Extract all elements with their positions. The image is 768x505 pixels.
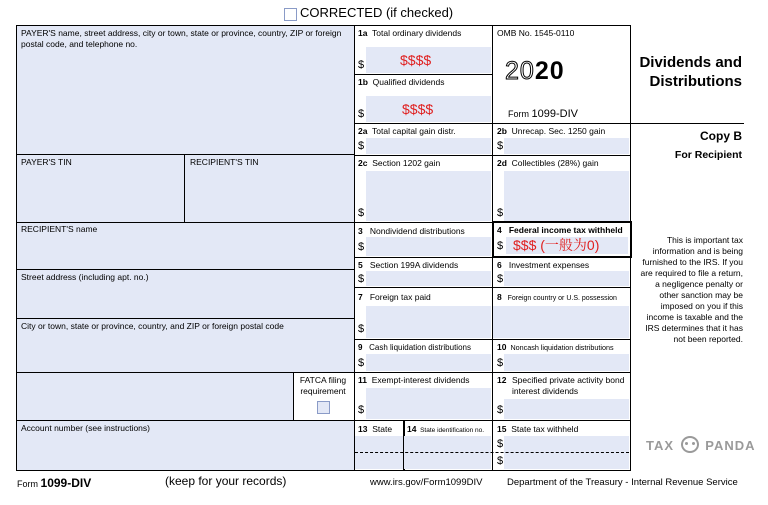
box-2d-field[interactable] (504, 171, 629, 221)
box-2a-title (358, 126, 456, 137)
box-5-dollar: $ (358, 273, 365, 285)
payer-tin-label: PAYER'S TIN (21, 157, 72, 167)
box-14-label: State identification no. (420, 427, 485, 434)
box-12-label: Specified private activity bond interest dividends (512, 375, 625, 396)
box-2a-number: 2a (358, 126, 368, 136)
payer-info-label: PAYER'S name, street address, city or town, state or province, country, ZIP or foreign postal code, and telephone no. (21, 28, 342, 49)
box-15-label: State tax withheld (511, 424, 579, 434)
footer-keep: (keep for your records) (165, 474, 287, 488)
box-3-field[interactable] (366, 237, 491, 256)
box-11-dollar: $ (358, 404, 365, 416)
box-2b-field[interactable] (504, 138, 629, 154)
state-row-divider (355, 452, 629, 453)
box-2c-label: Section 1202 gain (372, 158, 441, 168)
box-9-number: 9 (358, 343, 363, 352)
box-10-title (497, 342, 614, 353)
box-1b-title (358, 77, 444, 88)
box-4-label: Federal income tax withheld (508, 225, 623, 235)
account-number-label: Account number (see instructions) (21, 423, 150, 433)
box-1a-label: Total ordinary dividends (372, 28, 462, 38)
watermark-right: PANDA (705, 438, 756, 453)
box-6-dollar: $ (497, 273, 504, 285)
box-10-field[interactable] (504, 354, 629, 371)
footer-form-name: 1099-DIV (40, 476, 92, 490)
box-15-dollar-1: $ (497, 438, 504, 450)
box-2a-field[interactable] (366, 138, 491, 154)
box-8-label: Foreign country or U.S. possession (507, 295, 617, 302)
box-1a-title (358, 28, 461, 39)
box-10-dollar: $ (497, 357, 504, 369)
box-4-value: $$$ (一般为0) (513, 237, 600, 253)
box-3-label: Nondividend distributions (369, 226, 465, 236)
taxpanda-watermark (646, 436, 756, 453)
box-2b-title (497, 126, 605, 137)
box-7-field[interactable] (366, 306, 491, 338)
box-11-label: Exempt-interest dividends (371, 375, 470, 385)
fatca-checkbox[interactable] (317, 401, 330, 414)
form-id-name: 1099-DIV (531, 108, 578, 120)
corrected-label: CORRECTED (if checked) (300, 5, 454, 20)
box-10-label: Noncash liquidation distributions (510, 343, 614, 352)
recipient-name-label: RECIPIENT'S name (21, 224, 98, 234)
box-3-title (358, 226, 465, 237)
box-2b-label: Unrecap. Sec. 1250 gain (511, 126, 606, 136)
box-1b-value: $$$$ (402, 101, 434, 117)
box-13-label: State (372, 424, 393, 434)
box-2c-dollar: $ (358, 207, 365, 219)
box-2c-number: 2c (358, 158, 368, 168)
form-id-small (508, 108, 578, 120)
box-9-label: Cash liquidation distributions (369, 343, 471, 352)
box-2d-dollar: $ (497, 207, 504, 219)
box-4-dollar: $ (497, 240, 504, 252)
footer-department: Department of the Treasury - Internal Revenue Service (507, 477, 738, 488)
box-1b-number: 1b (358, 77, 368, 87)
city-label: City or town, state or province, country, and ZIP or foreign postal code (21, 321, 284, 331)
box-12-dollar: $ (497, 404, 504, 416)
copy-b-divider (630, 123, 744, 124)
box-6-title (497, 260, 589, 271)
box-2b-dollar: $ (497, 140, 504, 152)
box-2d-number: 2d (497, 158, 507, 168)
blank-box[interactable] (16, 372, 295, 421)
box-2b-number: 2b (497, 126, 507, 136)
box-14-title (407, 424, 484, 436)
box-5-label: Section 199A dividends (369, 260, 459, 270)
box-5-title (358, 260, 458, 271)
box-7-dollar: $ (358, 323, 365, 335)
panda-icon (681, 436, 699, 453)
box-1a-dollar: $ (358, 59, 365, 71)
form-title: Dividends and Distributions (639, 54, 742, 90)
box-6-field[interactable] (504, 271, 629, 286)
tax-year-suffix: 20 (534, 57, 565, 85)
box-12-number: 12 (497, 375, 507, 385)
box-11-number: 11 (358, 375, 367, 385)
box-14-number: 14 (407, 424, 417, 434)
box-4-number: 4 (497, 225, 502, 235)
box-15-number: 15 (497, 424, 507, 434)
footer-form-label: Form (17, 479, 38, 489)
box-7-title (358, 292, 431, 303)
box-8-number: 8 (497, 292, 502, 302)
box-9-field[interactable] (366, 354, 491, 371)
box-7-number: 7 (358, 292, 363, 302)
box-1b-dollar: $ (358, 108, 365, 120)
box-13-title (358, 424, 392, 435)
box-8-field[interactable] (493, 306, 629, 338)
box-2d-label: Collectibles (28%) gain (511, 158, 599, 168)
street-address-label: Street address (including apt. no.) (21, 272, 149, 282)
omb-number: OMB No. 1545-0110 (497, 28, 575, 38)
box-11-title (358, 375, 470, 386)
box-7-label: Foreign tax paid (369, 292, 431, 302)
box-5-field[interactable] (366, 271, 491, 286)
box-10-number: 10 (497, 342, 507, 352)
box-6-number: 6 (497, 260, 502, 270)
irs-notice: This is important tax information and is being furnished to the IRS. If you are required to file a return, a negligence penalty or other sanction may be imposed on you if this income is taxable and the IRS determines that it has not been reported. (640, 235, 743, 344)
tax-year (505, 57, 565, 86)
footer-url[interactable]: www.irs.gov/Form1099DIV (370, 477, 483, 488)
footer-form-id (17, 476, 91, 490)
box-2a-dollar: $ (358, 140, 365, 152)
box-5-number: 5 (358, 260, 363, 270)
box-11-field[interactable] (366, 388, 491, 419)
box-9-dollar: $ (358, 357, 365, 369)
box-6-label: Investment expenses (508, 260, 590, 270)
box-1a-value: $$$$ (400, 52, 432, 68)
fatca-label: FATCA filing requirement (299, 375, 347, 396)
box-3-dollar: $ (358, 241, 365, 253)
corrected-checkbox[interactable] (284, 8, 297, 21)
box-13-number: 13 (358, 424, 368, 434)
box-1a-number: 1a (358, 28, 368, 38)
copy-b-subtitle: For Recipient (674, 149, 742, 161)
box-2c-title (358, 158, 440, 169)
tax-year-prefix: 20 (505, 57, 535, 85)
box-12-field[interactable] (504, 399, 629, 419)
box-15-dollar-2: $ (497, 455, 504, 467)
copy-b-title: Copy B (700, 129, 742, 143)
box-3-number: 3 (358, 226, 363, 236)
box-2a-label: Total capital gain distr. (372, 126, 456, 136)
box-8-title (497, 292, 617, 304)
box-9-title (358, 342, 471, 353)
form-id-prefix: Form (508, 109, 529, 119)
box-15-title (497, 424, 578, 435)
box-1b-label: Qualified dividends (372, 77, 445, 87)
recipient-tin-label: RECIPIENT'S TIN (190, 157, 259, 167)
box-2d-title (497, 158, 599, 169)
watermark-left: TAX (646, 438, 675, 453)
box-2c-field[interactable] (366, 171, 491, 221)
